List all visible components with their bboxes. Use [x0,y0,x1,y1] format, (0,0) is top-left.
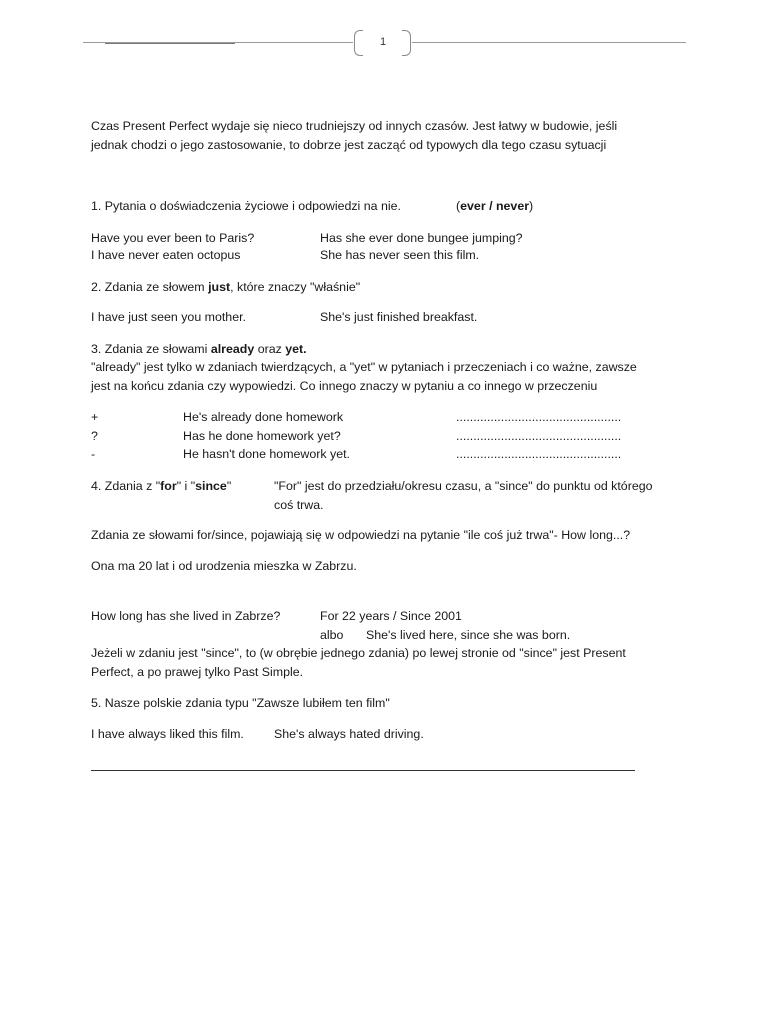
s4-note-line-2: Perfect, a po prawej tylko Past Simple. [91,665,304,679]
s4-albo: albo [320,628,344,642]
section-4-desc-line-1: "For" jest do przedziału/okresu czasu, a "since" do punktu od którego [274,479,653,493]
s4-answer-2: She's lived here, since she was born. [366,628,571,642]
s4-answer-1: For 22 years / Since 2001 [320,609,462,623]
s1-example-1a: Have you ever been to Paris? [91,231,255,245]
s1-example-2a: I have never eaten octopus [91,248,241,262]
s3-row-sign: + [91,410,99,424]
s3-row-sign: ? [91,429,98,443]
section-5-heading: 5. Nasze polskie zdania typu "Zawsze lubiłem ten film" [91,696,390,710]
s5-example-1b: She's always hated driving. [274,727,424,741]
section-4-heading: 4. Zdania z "for" i "since" [91,479,232,493]
s2-example-1a: I have just seen you mother. [91,310,246,324]
section-4-desc-line-2: coś trwa. [274,498,324,512]
section-2-heading: 2. Zdania ze słowem just, które znaczy "właśnie" [91,280,361,294]
section-1-keywords: (ever / never) [456,199,534,213]
s3-row-sign: - [91,447,96,461]
s3-row-text: He's already done homework [183,410,344,424]
s4-question: How long has she lived in Zabrze? [91,609,281,623]
s3-row-dots: ................................................ [456,410,622,424]
intro-line-1: Czas Present Perfect wydaje się nieco trudniejszy od innych czasów. Jest łatwy w budowie, jeśli [91,119,618,133]
section-3-line-3: jest na końcu zdania czy wypowiedzi. Co innego znaczy w pytaniu a co innego w przeczeniu [91,379,598,393]
s3-row-text: Has he done homework yet? [183,429,341,443]
page-number: 1 [379,36,387,48]
s3-row-text: He hasn't done homework yet. [183,447,350,461]
header-rule-right [412,42,686,43]
s3-row-dots: ................................................ [456,429,622,443]
header-rule-left-accent [105,43,235,44]
s2-example-1b: She's just finished breakfast. [320,310,478,324]
intro-line-2: jednak chodzi o jego zastosowanie, to dobrze jest zacząć od typowych dla tego czasu sytuacji [91,138,607,152]
s3-row-dots: ................................................ [456,447,622,461]
bottom-rule [91,770,635,771]
section-3-line-2: "already" jest tylko w zdaniach twierdzących, a "yet" w pytaniach i przeczeniach i co ważne, zawsze [91,360,637,374]
section-4-paragraph-2: Ona ma 20 lat i od urodzenia mieszka w Zabrzu. [91,559,357,573]
s4-note-line-1: Jeżeli w zdaniu jest "since", to (w obrębie jednego zdania) po lewej stronie od "since" jest Present [91,646,626,660]
s5-example-1a: I have always liked this film. [91,727,244,741]
section-4-paragraph-1: Zdania ze słowami for/since, pojawiają się w odpowiedzi na pytanie "ile coś już trwa"- How long...? [91,528,631,542]
s1-example-1b: Has she ever done bungee jumping? [320,231,523,245]
section-3-heading: 3. Zdania ze słowami already oraz yet. [91,342,307,356]
section-1-heading: 1. Pytania o doświadczenia życiowe i odpowiedzi na nie. [91,199,401,213]
s1-example-2b: She has never seen this film. [320,248,480,262]
